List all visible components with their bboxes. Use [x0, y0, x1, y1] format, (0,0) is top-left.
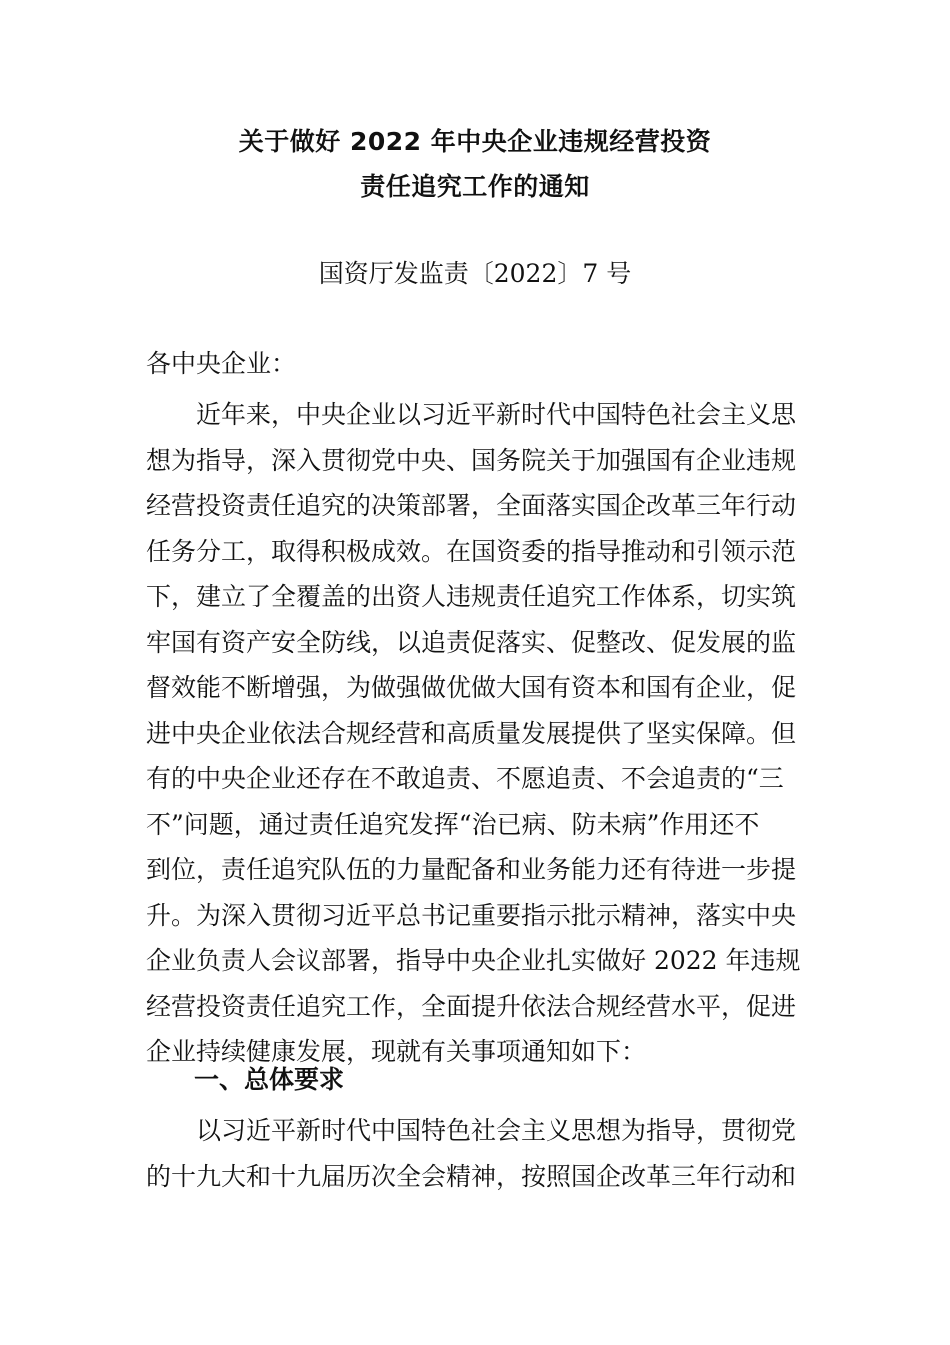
paragraph-1-line: 不”问题，通过责任追究发挥“治已病、防未病”作用还不 — [146, 809, 760, 839]
section-heading-1: 一、总体要求 — [194, 1065, 345, 1094]
paragraph-1-line: 企业负责人会议部署，指导中央企业扎实做好 2022 年违规 — [146, 946, 801, 975]
paragraph-1-line: 有的中央企业还存在不敢追责、不愿追责、不会追责的“三 — [146, 764, 784, 793]
paragraph-1-line: 牢国有资产安全防线，以追责促落实、促整改、促发展的监 — [146, 627, 797, 657]
paragraph-1-line: 到位，责任追究队伍的力量配备和业务能力还有待进一步提 — [146, 855, 797, 884]
document-title-line-1: 关于做好 2022 年中央企业违规经营投资 — [238, 127, 712, 156]
paragraph-1-line: 督效能不断增强，为做强做优做大国有资本和国有企业，促 — [146, 673, 797, 702]
paragraph-1-line: 经营投资责任追究的决策部署，全面落实国企改革三年行动 — [146, 491, 797, 520]
document-title-line-2: 责任追究工作的通知 — [360, 172, 590, 201]
paragraph-1-line: 进中央企业依法合规经营和高质量发展提供了坚实保障。但 — [146, 718, 797, 748]
paragraph-1-line: 下，建立了全覆盖的出资人违规责任追究工作体系，切实筑 — [146, 582, 797, 611]
paragraph-1-line: 任务分工，取得积极成效。在国资委的指导推动和引领示范 — [146, 536, 797, 566]
paragraph-1-line: 企业持续健康发展，现就有关事项通知如下： — [146, 1037, 647, 1066]
paragraph-2 — [146, 1108, 808, 1199]
paragraph-1-line: 升。为深入贯彻习近平总书记重要指示批示精神，落实中央 — [146, 900, 797, 930]
paragraph-2-line: 的十九大和十九届历次全会精神，按照国企改革三年行动和 — [146, 1161, 797, 1191]
paragraph-1 — [146, 392, 808, 1075]
salutation: 各中央企业： — [146, 349, 297, 378]
paragraph-2-line: 以习近平新时代中国特色社会主义思想为指导，贯彻党 — [196, 1116, 797, 1145]
paragraph-1-line: 近年来，中央企业以习近平新时代中国特色社会主义思 — [196, 400, 797, 429]
document-number: 国资厅发监责〔2022〕7 号 — [318, 259, 632, 288]
paragraph-1-line: 经营投资责任追究工作，全面提升依法合规经营水平，促进 — [146, 991, 797, 1021]
paragraph-1-line: 想为指导，深入贯彻党中央、国务院关于加强国有企业违规 — [146, 445, 797, 475]
